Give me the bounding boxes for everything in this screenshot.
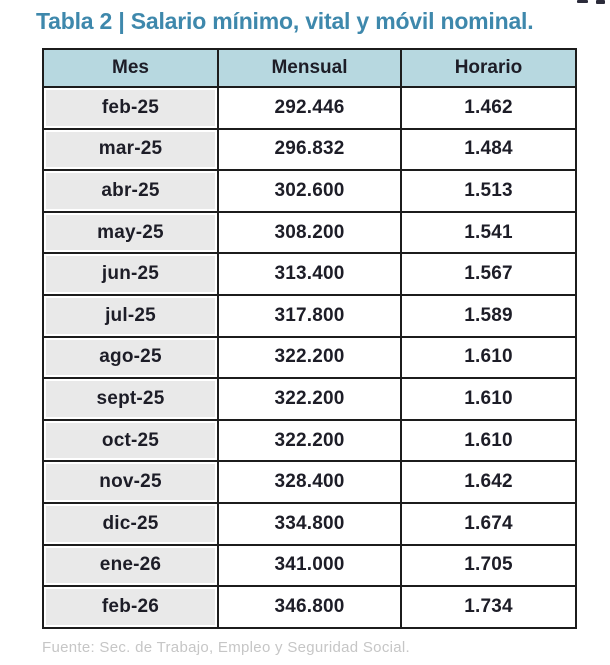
month-cell: ago-25	[43, 337, 218, 379]
table-row	[43, 461, 576, 503]
mensual-cell: 313.400	[218, 253, 401, 295]
mensual-cell: 334.800	[218, 503, 401, 545]
mensual-cell: 346.800	[218, 586, 401, 628]
horario-cell: 1.674	[401, 503, 576, 545]
horario-cell: 1.567	[401, 253, 576, 295]
mensual-cell: 308.200	[218, 212, 401, 254]
month-cell: oct-25	[43, 420, 218, 462]
column-header-horario: Horario	[401, 49, 576, 87]
table-row	[43, 337, 576, 379]
horario-cell: 1.541	[401, 212, 576, 254]
month-cell: jul-25	[43, 295, 218, 337]
table-row	[43, 170, 576, 212]
mensual-cell: 322.200	[218, 378, 401, 420]
table-row	[43, 420, 576, 462]
mensual-cell: 292.446	[218, 87, 401, 129]
cropped-content-fragment	[577, 0, 588, 3]
mensual-cell: 328.400	[218, 461, 401, 503]
horario-cell: 1.610	[401, 420, 576, 462]
month-cell: jun-25	[43, 253, 218, 295]
mensual-cell: 322.200	[218, 337, 401, 379]
table-row	[43, 253, 576, 295]
table-row	[43, 212, 576, 254]
horario-cell: 1.642	[401, 461, 576, 503]
table-row	[43, 545, 576, 587]
source-note: Fuente: Sec. de Trabajo, Empleo y Seguridad Social.	[42, 639, 411, 656]
column-header-mes: Mes	[43, 49, 218, 87]
month-cell: feb-25	[43, 87, 218, 129]
mensual-cell: 296.832	[218, 129, 401, 171]
horario-cell: 1.734	[401, 586, 576, 628]
column-header-mensual: Mensual	[218, 49, 401, 87]
salary-table	[42, 48, 577, 629]
mensual-cell: 302.600	[218, 170, 401, 212]
horario-cell: 1.610	[401, 337, 576, 379]
month-cell: ene-26	[43, 545, 218, 587]
mensual-cell: 341.000	[218, 545, 401, 587]
horario-cell: 1.705	[401, 545, 576, 587]
table-row	[43, 295, 576, 337]
table-row	[43, 378, 576, 420]
horario-cell: 1.484	[401, 129, 576, 171]
table-row	[43, 129, 576, 171]
month-cell: feb-26	[43, 586, 218, 628]
table-row	[43, 87, 576, 129]
month-cell: dic-25	[43, 503, 218, 545]
month-cell: nov-25	[43, 461, 218, 503]
horario-cell: 1.589	[401, 295, 576, 337]
month-cell: mar-25	[43, 129, 218, 171]
cropped-content-fragment	[596, 0, 605, 4]
horario-cell: 1.462	[401, 87, 576, 129]
mensual-cell: 317.800	[218, 295, 401, 337]
horario-cell: 1.513	[401, 170, 576, 212]
month-cell: abr-25	[43, 170, 218, 212]
table-title: Tabla 2 | Salario mínimo, vital y móvil nominal.	[36, 8, 534, 34]
horario-cell: 1.610	[401, 378, 576, 420]
table-row	[43, 503, 576, 545]
mensual-cell: 322.200	[218, 420, 401, 462]
table-row	[43, 586, 576, 628]
table-header-row	[43, 49, 576, 87]
month-cell: sept-25	[43, 378, 218, 420]
month-cell: may-25	[43, 212, 218, 254]
